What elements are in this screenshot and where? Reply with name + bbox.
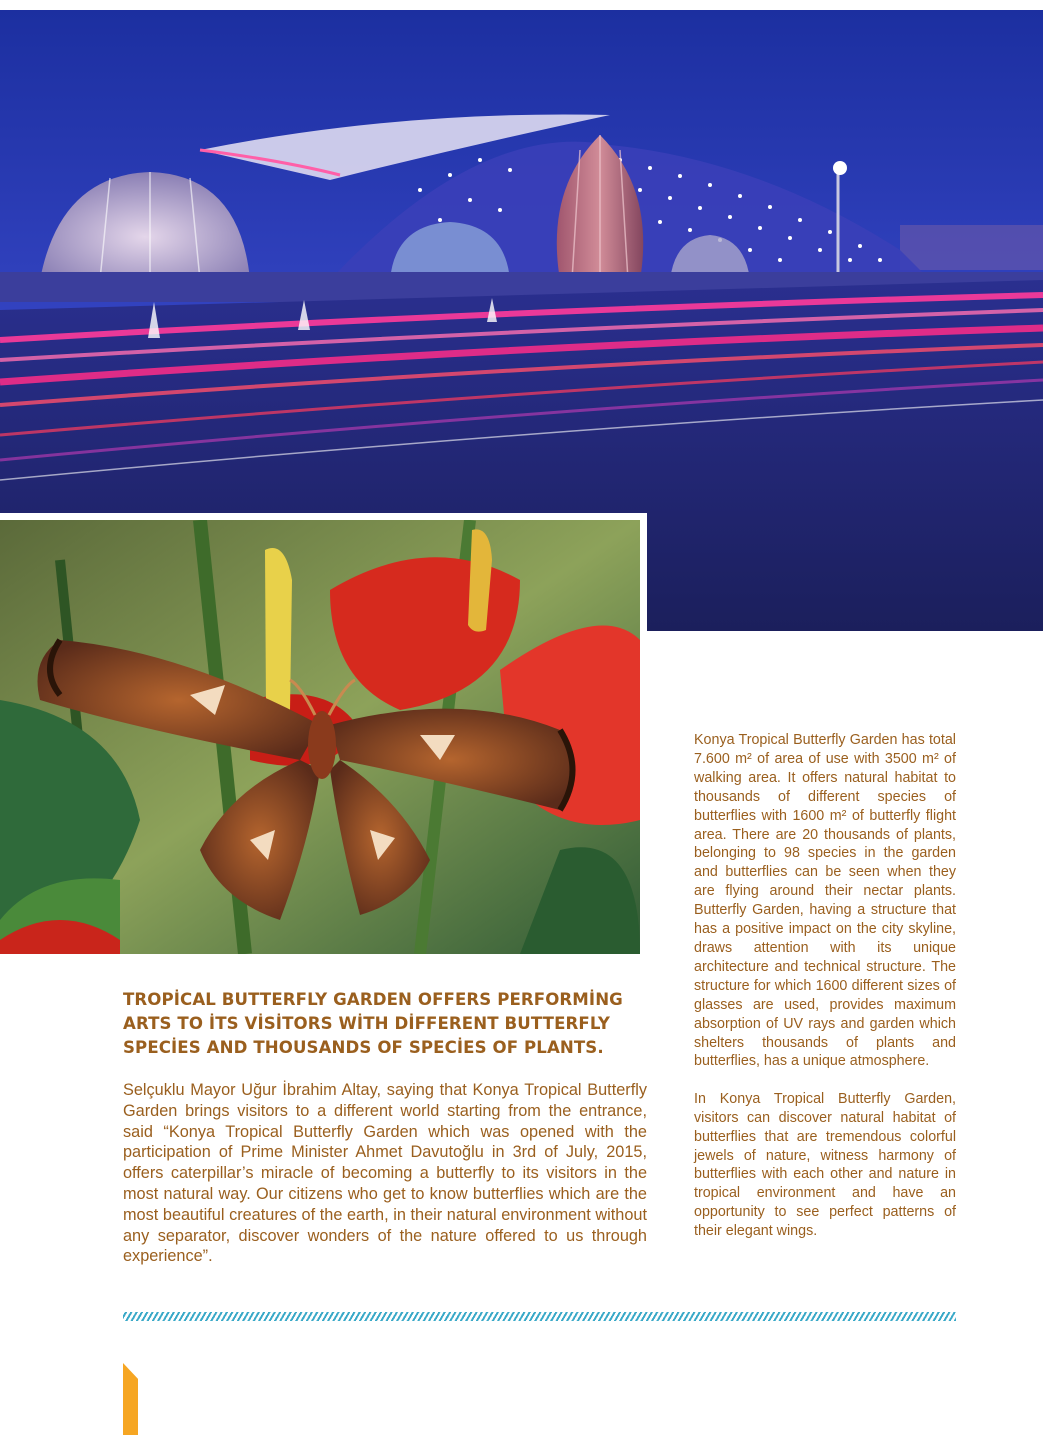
atlas-moth-image xyxy=(0,520,640,954)
hatched-divider xyxy=(123,1312,956,1321)
heading-line: ARTS TO İTS VİSİTORS WİTH DİFFERENT BUTTERFLY xyxy=(123,1014,611,1033)
heading-line: TROPİCAL BUTTERFLY GARDEN OFFERS PERFORMİNG xyxy=(123,990,623,1009)
butterfly-photo-frame xyxy=(0,513,647,955)
heading-line: SPECİES AND THOUSANDS OF SPECİES OF PLANTS. xyxy=(123,1038,604,1057)
body-paragraph-left: Selçuklu Mayor Uğur İbrahim Altay, saying that Konya Tropical Butterfly Garden brings visitors to a different world starting from the entrance, said “Konya Tropical Butterfly Garden which was opened with the participation of Prime Minister Ahmet Davutoğlu in 3rd of July, 2015, offers caterpillar’s miracle of becoming a butterfly to its visitors in the most natural way. Our citizens who get to know butterflies which are the most beautiful creatures of the earth, in their natural environment without any separator, discover wonders of the nature offered to us through experience”. xyxy=(123,1081,647,1266)
article-heading xyxy=(123,988,653,1060)
right-column xyxy=(694,731,956,1260)
page-corner-tab xyxy=(123,1363,138,1435)
right-paragraph: In Konya Tropical Butterfly Garden, visitors can discover natural habitat of butterflies that are tremendous colorful jewels of nature, witness harmony of butterflies with each other and nature in tropical environment and have an opportunity to see perfect patterns of their elegant wings. xyxy=(694,1090,956,1240)
right-paragraph: Konya Tropical Butterfly Garden has total 7.600 m² of area of use with 3500 m² of walking area. It offers natural habitat to thousands of different species of butterflies with 1600 m² of butterfly flight area. There are 20 thousands of plants, belonging to 98 species in the garden and butterflies can be seen when they are flying around their nectar plants. Butterfly Garden, having a structure that has a positive impact on the city skyline, draws attention with its unique architecture and technical structure. The structure for which 1600 different sizes of glasses are used, provides maximum absorption of UV rays and garden which shelters thousands of plants and butterflies, has a unique atmosphere. xyxy=(694,732,956,1070)
